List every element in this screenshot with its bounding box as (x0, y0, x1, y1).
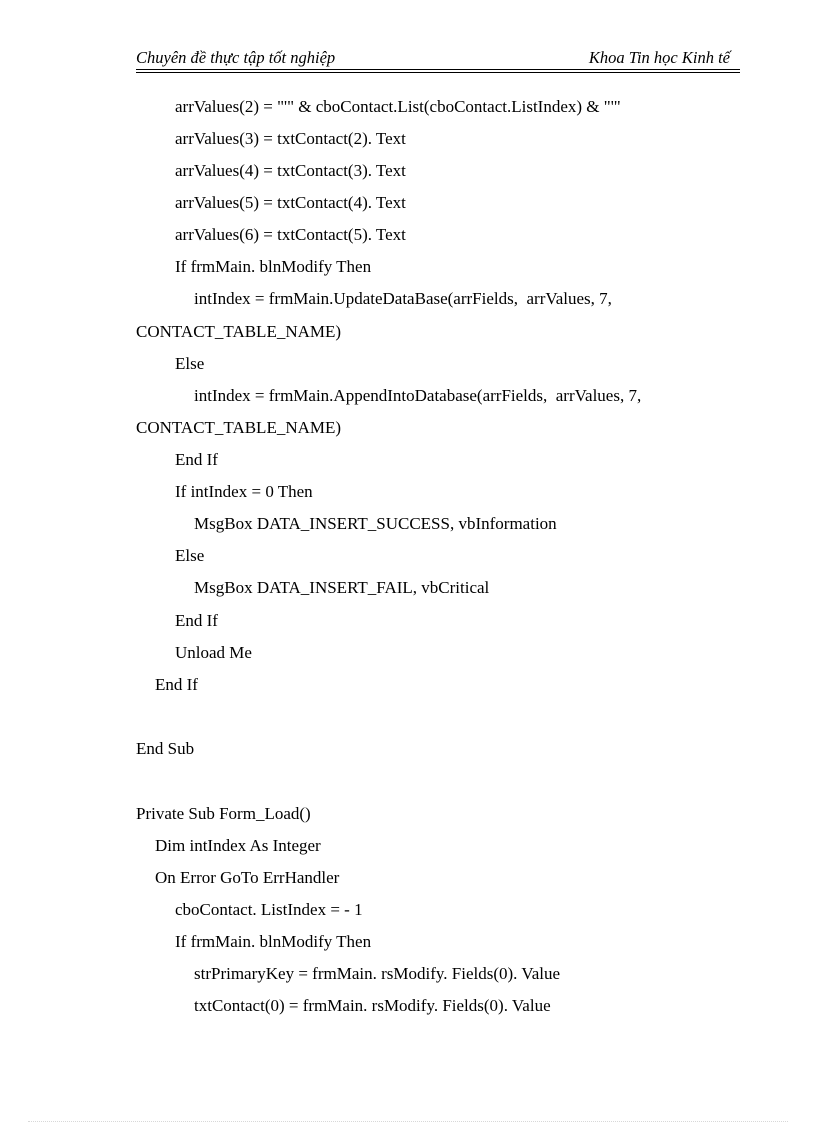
code-line: intIndex = frmMain.AppendIntoDatabase(arrFields, arrValues, 7, (194, 386, 642, 405)
code-line: If frmMain. blnModify Then (175, 932, 372, 951)
code-line: Else (175, 354, 205, 373)
code-line: MsgBox DATA_INSERT_FAIL, vbCritical (194, 578, 490, 597)
code-line: MsgBox DATA_INSERT_SUCCESS, vbInformation (194, 514, 557, 533)
code-line: End If (175, 611, 218, 630)
header-left-title: Chuyên đề thực tập tốt nghiệp (136, 48, 336, 67)
header-right-title: Khoa Tin học Kinh tế (588, 48, 730, 67)
code-line: arrValues(5) = txtContact(4). Text (175, 193, 406, 212)
code-line: If frmMain. blnModify Then (175, 257, 372, 276)
code-line: End If (155, 675, 198, 694)
code-line: arrValues(3) = txtContact(2). Text (175, 129, 406, 148)
code-line: End If (175, 450, 218, 469)
code-line: Dim intIndex As Integer (155, 836, 321, 855)
code-line: intIndex = frmMain.UpdateDataBase(arrFields, arrValues, 7, (194, 289, 612, 308)
code-line: cboContact. ListIndex = - 1 (175, 900, 363, 919)
code-line: If intIndex = 0 Then (175, 482, 313, 501)
code-line: CONTACT_TABLE_NAME) (136, 418, 342, 437)
code-line: Else (175, 546, 205, 565)
header-rule (136, 72, 740, 73)
code-line: Unload Me (175, 643, 252, 662)
code-line: arrValues(2) = "'" & cboContact.List(cboContact.ListIndex) & "'" (175, 97, 621, 116)
code-line: End Sub (136, 739, 195, 758)
header-rule (136, 69, 740, 70)
code-line: On Error GoTo ErrHandler (155, 868, 340, 887)
code-line: txtContact(0) = frmMain. rsModify. Fields(0). Value (194, 996, 551, 1015)
code-line: CONTACT_TABLE_NAME) (136, 322, 342, 341)
code-line: Private Sub Form_Load() (136, 804, 311, 823)
page-bottom-border (28, 1121, 788, 1122)
code-line: arrValues(4) = txtContact(3). Text (175, 161, 406, 180)
code-line: strPrimaryKey = frmMain. rsModify. Fields(0). Value (194, 964, 561, 983)
code-line: arrValues(6) = txtContact(5). Text (175, 225, 406, 244)
